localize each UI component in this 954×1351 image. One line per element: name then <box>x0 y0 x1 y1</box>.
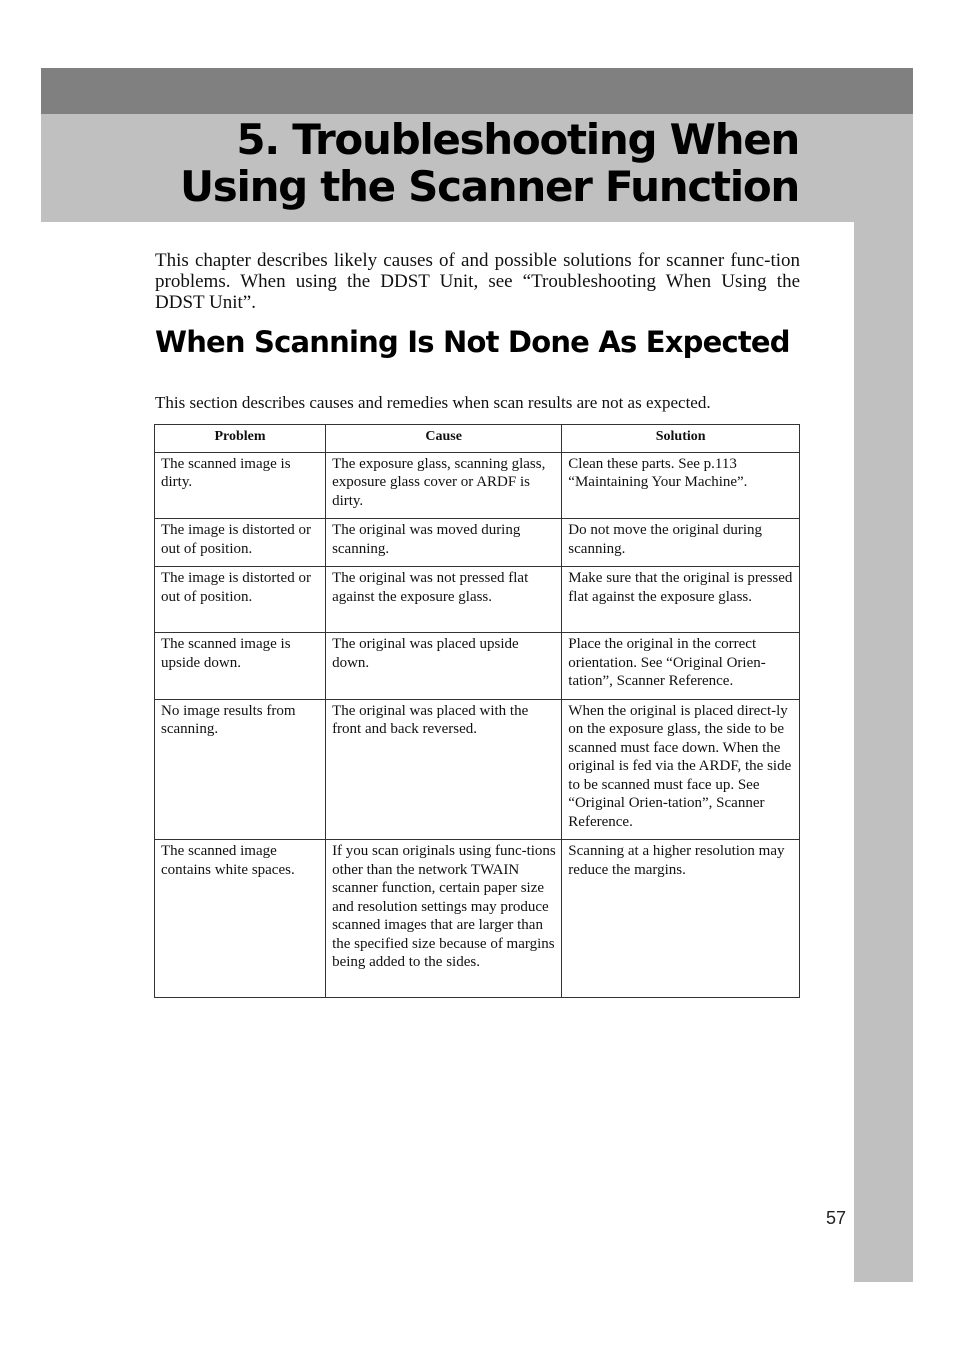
problem-cell: The scanned image is upside down. <box>155 633 326 700</box>
solution-cell: Do not move the original during scanning. <box>562 519 800 567</box>
table-header-row <box>155 425 800 453</box>
cause-cell: The original was placed with the front and back reversed. <box>326 699 562 840</box>
header-bar <box>41 68 913 114</box>
chapter-title <box>159 116 799 210</box>
solution-cell: Make sure that the original is pressed flat against the exposure glass. <box>562 567 800 633</box>
section-intro: This section describes causes and remedies when scan results are not as expected. <box>155 393 711 412</box>
cause-cell: The exposure glass, scanning glass, exposure glass cover or ARDF is dirty. <box>326 452 562 519</box>
problem-cell: The scanned image is dirty. <box>155 452 326 519</box>
problem-cell: The image is distorted or out of position. <box>155 567 326 633</box>
cause-cell: The original was not pressed flat against the exposure glass. <box>326 567 562 633</box>
solution-cell: Scanning at a higher resolution may reduce the margins. <box>562 840 800 998</box>
chapter-intro: This chapter describes likely causes of and possible solutions for scanner func-tion problems. When using the DDST Unit, see “Troubleshooting When Using the DDST Unit”. <box>155 250 800 313</box>
page-number: 57 <box>825 1208 846 1228</box>
header-cause: Cause <box>326 425 562 453</box>
chapter-title-line-2: Using the Scanner Function <box>179 162 799 211</box>
chapter-side-tab <box>854 222 913 1282</box>
table-row <box>155 699 800 840</box>
table-row <box>155 840 800 998</box>
header-problem: Problem <box>155 425 326 453</box>
header-solution: Solution <box>562 425 800 453</box>
cause-cell: The original was moved during scanning. <box>326 519 562 567</box>
cause-cell: If you scan originals using func-tions other than the network TWAIN scanner function, certain paper size and resolution settings may produce scanned images that are larger than the specified size because of margins being added to the sides. <box>326 840 562 998</box>
table-row <box>155 567 800 633</box>
table-row <box>155 633 800 700</box>
troubleshooting-table <box>154 424 800 998</box>
table-row <box>155 452 800 519</box>
problem-cell: The scanned image contains white spaces. <box>155 840 326 998</box>
solution-cell: Place the original in the correct orientation. See “Original Orien-tation”, Scanner Reference. <box>562 633 800 700</box>
problem-cell: The image is distorted or out of position. <box>155 519 326 567</box>
cause-cell: The original was placed upside down. <box>326 633 562 700</box>
problem-cell: No image results from scanning. <box>155 699 326 840</box>
solution-cell: When the original is placed direct-ly on the exposure glass, the side to be scanned must face down. When the original is fed via the ARDF, the side to be scanned must face up. See “Original Orien-tation”, Scanner Reference. <box>562 699 800 840</box>
chapter-title-line-1: 5. Troubleshooting When <box>236 115 799 164</box>
solution-cell: Clean these parts. See p.113 “Maintaining Your Machine”. <box>562 452 800 519</box>
table-row <box>155 519 800 567</box>
section-heading: When Scanning Is Not Done As Expected <box>155 325 790 359</box>
